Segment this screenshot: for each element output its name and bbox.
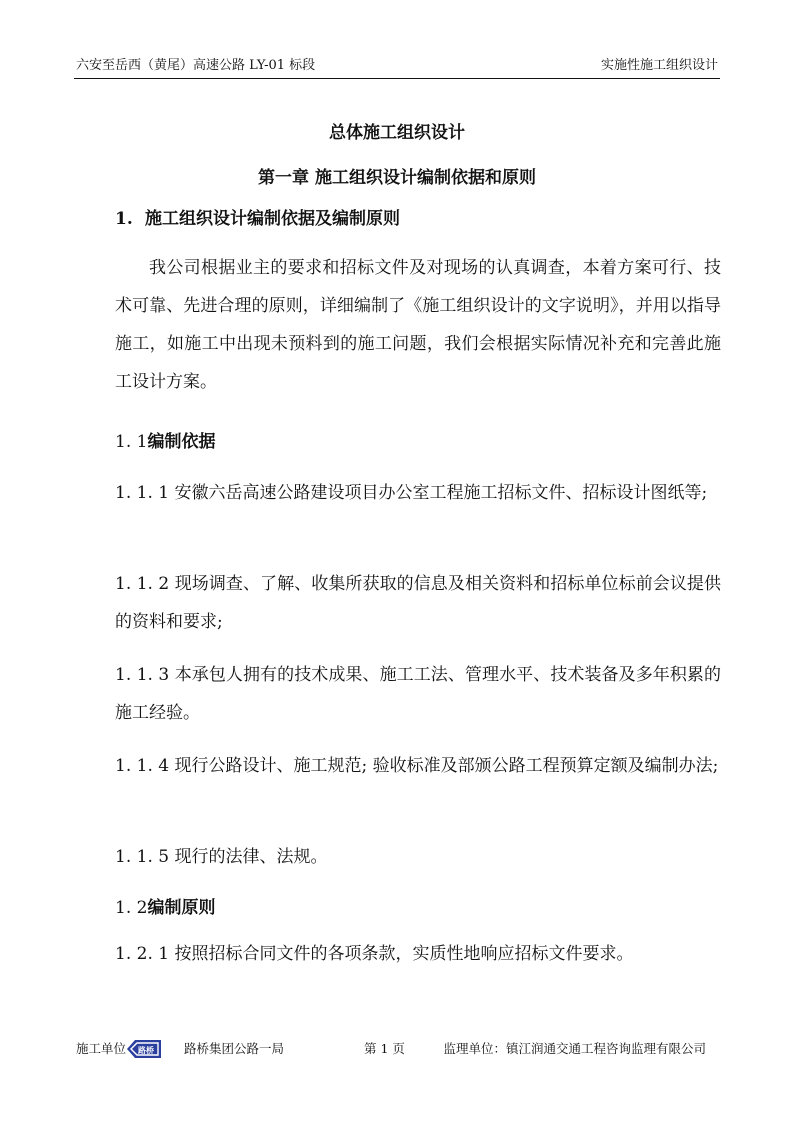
basis-item-4: 1. 1. 4 现行公路设计、施工规范; 验收标准及部颁公路工程预算定额及编制办法; <box>115 756 719 776</box>
subsection-number: 1. 1 <box>115 432 148 452</box>
chapter-title: 第一章 施工组织设计编制依据和原则 <box>258 168 536 188</box>
page-header <box>76 56 718 76</box>
supervisor-unit: 监理单位：镇江润通交通工程咨询监理有限公司 <box>443 1041 706 1056</box>
subsection-title: 编制原则 <box>147 898 216 918</box>
subsection-number: 1. 2 <box>115 898 148 918</box>
document-title: 总体施工组织设计 <box>329 123 465 143</box>
page-footer <box>76 1038 718 1060</box>
basis-item-2: 1. 1. 2 现场调查、了解、收集所获取的信息及相关资料和招标单位标前会议提供的资料和要求; <box>115 574 721 632</box>
section-heading <box>115 206 400 232</box>
company-logo-icon <box>127 1039 161 1059</box>
basis-item-5: 1. 1. 5 现行的法律、法规。 <box>115 847 328 867</box>
basis-item-3: 1. 1. 3 本承包人拥有的技术成果、施工工法、管理水平、技术装备及多年积累的施工经验。 <box>115 665 721 723</box>
section-number: 1. <box>115 209 133 229</box>
page-number: 第 1 页 <box>364 1041 405 1056</box>
header-project-name: 六安至岳西（黄尾）高速公路 LY-01 标段 <box>76 58 316 73</box>
logo-text: 路桥 <box>138 1045 154 1055</box>
contractor-label: 施工单位 <box>76 1041 127 1056</box>
header-divider <box>74 78 720 79</box>
section-title: 施工组织设计编制依据及编制原则 <box>145 209 400 229</box>
subsection-heading-principles <box>115 889 721 927</box>
principle-item-1: 1. 2. 1 按照招标合同文件的各项条款，实质性地响应招标文件要求。 <box>115 944 634 964</box>
intro-paragraph: 我公司根据业主的要求和招标文件及对现场的认真调查，本着方案可行、技术可靠、先进合理的原则，详细编制了《施工组织设计的文字说明》，并用以指导施工，如施工中出现未预料到的施工问题，我们会根据实际情况补充和完善此施工设计方案。 <box>115 258 721 392</box>
header-doc-type: 实施性施工组织设计 <box>600 58 718 73</box>
contractor-name: 路桥集团公路一局 <box>184 1041 285 1056</box>
subsection-title: 编制依据 <box>147 432 216 452</box>
basis-item-1: 1. 1. 1 安徽六岳高速公路建设项目办公室工程施工招标文件、招标设计图纸等; <box>115 483 708 503</box>
subsection-heading-basis <box>115 423 721 461</box>
